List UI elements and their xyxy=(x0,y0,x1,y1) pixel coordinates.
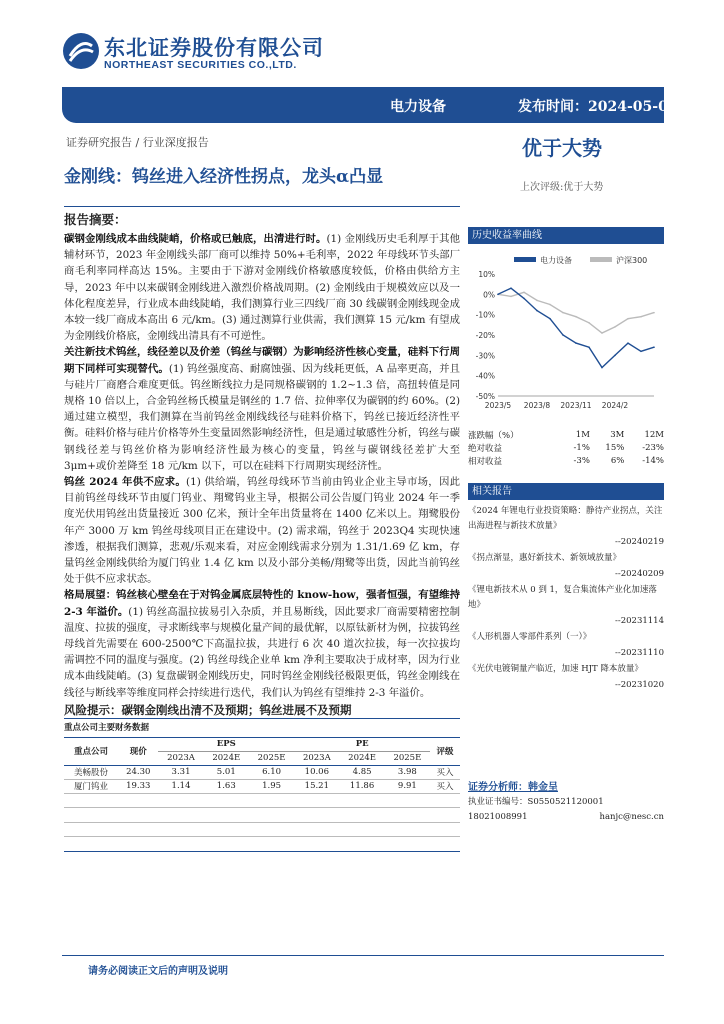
table-row xyxy=(64,765,460,779)
perf-header: 12M xyxy=(644,429,664,440)
y-tick-label: 10% xyxy=(478,270,495,279)
perf-row xyxy=(468,454,664,467)
chart-heading: 历史收益率曲线 xyxy=(468,227,664,244)
col-year: 2025E xyxy=(393,753,422,764)
col-year: 2025E xyxy=(257,753,286,764)
performance-chart xyxy=(468,244,664,422)
brand-name-en: NORTHEAST SECURITIES CO.,LTD. xyxy=(104,59,297,71)
perf-header: 涨跌幅（%） xyxy=(468,430,519,441)
abstract-paragraph xyxy=(64,231,460,344)
company-logo-icon xyxy=(62,32,100,70)
abstract-paragraph xyxy=(64,474,460,587)
report-date: --20231020 xyxy=(614,680,664,690)
col-eps: EPS xyxy=(158,737,294,751)
related-reports xyxy=(468,483,664,690)
report-link[interactable]: 《拐点渐显，惠好新技术、新领域放量》 xyxy=(468,553,622,563)
col-year: 2023A xyxy=(167,753,195,764)
data-point xyxy=(510,287,512,289)
col-company: 重点公司 xyxy=(64,737,118,765)
legend-label: 电力设备 xyxy=(540,256,572,265)
perf-header: 3M xyxy=(610,429,625,440)
cell-pe: 3.98 xyxy=(385,765,430,779)
data-point xyxy=(614,355,616,357)
cell-pe: 15.21 xyxy=(294,779,339,793)
report-link[interactable]: 《人形机器人零部件系列（一）》 xyxy=(468,632,592,642)
publish-date: 发布时间：2024-05-09 xyxy=(518,99,678,115)
sidebar xyxy=(468,227,664,690)
paragraph-lead: 钨丝 2024 年供不应求。 xyxy=(64,476,187,489)
data-point xyxy=(601,367,603,369)
data-point xyxy=(653,346,655,348)
cell-price: 19.33 xyxy=(118,779,158,793)
cell-eps: 5.01 xyxy=(204,765,249,779)
col-year: 2023A xyxy=(302,753,331,764)
cell-rating: 买入 xyxy=(430,779,460,793)
cell-eps: 3.31 xyxy=(158,765,203,779)
paragraph-lead: 格局展望：钨丝核心壁垒在于对钨金属底层特性的 know-how，强者恒强，有望维持 2-3 年溢价。 xyxy=(64,589,460,618)
footer-divider xyxy=(62,955,664,956)
paragraph-lead: 碳钢金刚线成本曲线陡峭，价格或已触底，出清进行时。 xyxy=(64,233,327,245)
data-point xyxy=(575,316,577,318)
report-link[interactable]: 《光伏电镀铜量产临近，加速 HJT 降本放量》 xyxy=(468,664,643,674)
table-row xyxy=(64,808,460,823)
data-point xyxy=(575,342,577,344)
y-tick-label: -20% xyxy=(475,331,495,340)
cell-eps: 1.95 xyxy=(249,779,294,793)
data-point xyxy=(588,346,590,348)
paragraph-body: (1) 供给端，钨丝母线环节当前由钨业企业主导市场，因此目前钨丝母线环节由厦门钨业、翔鹭钨业主导，根据公司公告厦门钨业 2024 年一季度光伏用钨丝出货量接近 300 亿米，预计全年出货量将在 1400 亿米以上。翔鹭股份年产 3000 万 km 钨丝母线项目正在建设中。(2) 需求端，钨丝于 2023Q4 实现快速渗透，根据我们测算，悲观/乐观来看，对应金刚线需求分别为 1.31/1.69 亿 km，存量钨丝金刚线供给为厦门钨业 1.4 亿 km 以及小部分美畅/翔鹭等出货，因此当前钨丝处于供不应求状态。 xyxy=(64,476,460,586)
col-pe: PE xyxy=(294,737,430,751)
data-point xyxy=(523,298,525,300)
data-point xyxy=(640,316,642,318)
data-point xyxy=(549,304,551,306)
report-link[interactable]: 《2024 年锂电行业投资策略：静待产业拐点，关注出海进程与新技术放量》 xyxy=(468,506,663,531)
cell-eps: 1.14 xyxy=(158,779,203,793)
data-point xyxy=(627,342,629,344)
series-line-benchmark xyxy=(498,292,654,333)
analyst-email[interactable]: hanjc@nesc.cn xyxy=(599,812,664,822)
x-tick-label: 2023/5 xyxy=(484,401,512,410)
col-year: 2024E xyxy=(212,753,241,764)
col-rating: 评级 xyxy=(430,737,460,765)
analyst-block xyxy=(468,780,664,825)
data-point xyxy=(601,332,603,334)
data-point xyxy=(497,294,499,296)
perf-value: -3% xyxy=(573,455,590,466)
data-point xyxy=(510,296,512,298)
y-tick-label: 0% xyxy=(483,290,495,300)
abstract-paragraph xyxy=(64,587,460,700)
legend-swatch xyxy=(514,257,536,262)
paragraph-body: (1) 金刚线历史毛利厚于其他辅材环节，2023 年金刚线头部厂商可以维持 50%+毛利率，2022 年母线环节头部厂商毛利率同样高达 15%。主要由于下游对金刚线价格敏感度较低，价格由供给方主导，2023 年中以来碳钢金刚线进入激烈价格战周期。(2) 金刚线由于规模效应以及一体化程度差异，行业成本曲线陡峭，我们测算行业三四线厂商 30 线碳钢金刚线现金成本较一线厂商成本高出 6 元/km。(3) 通过测算行业供需，我们测算 15 元/km 有望成为金刚线价格底，金刚线出清具有不可逆性。 xyxy=(64,233,460,343)
paragraph-lead: 关注新技术钨丝，线径差以及价差（钨丝与碳钢）为影响经济性核心变量，硅料下行周期下同样可实现替代。 xyxy=(64,346,460,375)
data-point xyxy=(588,322,590,324)
data-point xyxy=(536,310,538,312)
x-tick-label: 2023/8 xyxy=(523,401,551,410)
cell-pe: 10.06 xyxy=(294,765,339,779)
abstract-heading: 报告摘要： xyxy=(64,212,127,227)
report-link[interactable]: 《锂电新技术从 0 到 1，复合集流体产业化加速落地》 xyxy=(468,585,657,610)
financials-table xyxy=(64,737,460,852)
x-tick-label: 2023/11 xyxy=(560,401,592,410)
data-point xyxy=(549,318,551,320)
perf-row xyxy=(468,441,664,454)
y-tick-label: -50% xyxy=(475,392,495,401)
perf-label: 绝对收益 xyxy=(468,443,503,454)
perf-value: -14% xyxy=(642,455,664,466)
perf-label: 相对收益 xyxy=(468,456,503,467)
legend-label: 沪深300 xyxy=(616,256,648,265)
y-tick-label: -40% xyxy=(475,371,495,381)
perf-value: -23% xyxy=(642,442,664,453)
table-row xyxy=(64,793,460,808)
report-date: --20231114 xyxy=(614,616,664,626)
data-point xyxy=(614,326,616,328)
data-point xyxy=(523,292,525,294)
divider xyxy=(64,718,460,719)
perf-header-row xyxy=(468,428,664,441)
brand-name-cn: 东北证券股份有限公司 xyxy=(104,36,324,60)
data-point xyxy=(640,350,642,352)
cell-pe: 9.91 xyxy=(385,779,430,793)
report-date: --20240209 xyxy=(614,569,664,579)
col-price: 现价 xyxy=(118,737,158,765)
analyst-license: 执业证书编号：S0550521120001 xyxy=(468,797,604,807)
report-title: 金刚线：钨丝进入经济性拐点，龙头α凸显 xyxy=(64,167,384,187)
table-row xyxy=(64,822,460,837)
related-heading: 相关报告 xyxy=(468,483,664,500)
data-point xyxy=(627,318,629,320)
perf-header: 1M xyxy=(575,429,590,440)
paragraph-body: (1) 钨丝高温拉拔易引入杂质，并且易断线，因此要求厂商需要精密控制温度、拉拔的强度，寻求断线率与规模化量产间的最优解，以原钛新材为例，拉拔钨丝母线首先需要在 600-2500℃下高温拉拔，共进行 6 次 40 道次拉拔，每一次拉拔均需调控不同的温度与强度。(2) 钨丝母线企业单 km 净利主要取决于成材率，因为行业成本曲线陡峭。(3) 复盘碳钢金刚线历史，同时钨丝金刚线径极限更低，钨丝金刚线在线径与断线率等维度同样会持续进行迭代，我们认为钨丝有望维持 2-3 年溢价。 xyxy=(64,605,460,699)
series-line-sector xyxy=(498,288,654,367)
chart-svg xyxy=(468,244,664,422)
cell-company: 美畅股份 xyxy=(64,765,118,779)
y-tick-label: -30% xyxy=(475,351,495,361)
rating-badge: 优于大势 xyxy=(522,136,602,160)
report-date: --20240219 xyxy=(614,537,664,547)
footer-disclaimer: 请务必阅读正文后的声明及说明 xyxy=(88,966,228,977)
cell-company: 厦门钨业 xyxy=(64,779,118,793)
table-row xyxy=(64,837,460,852)
legend-swatch xyxy=(590,257,612,262)
perf-value: 15% xyxy=(605,442,625,453)
y-tick-label: -10% xyxy=(475,310,495,320)
financials-caption: 重点公司主要财务数据 xyxy=(64,722,150,733)
performance-table xyxy=(468,428,664,467)
cell-eps: 1.63 xyxy=(204,779,249,793)
analyst-phone: 18021008991 xyxy=(468,812,528,822)
table-row xyxy=(64,779,460,793)
data-point xyxy=(653,312,655,314)
sector-label: 电力设备 xyxy=(390,99,446,115)
x-tick-label: 2024/2 xyxy=(601,401,629,410)
divider xyxy=(64,206,460,207)
risk-warning: 风险提示：碳钢金刚线出清不及预期；钨丝进展不及预期 xyxy=(64,702,352,717)
breadcrumb: 证券研究报告 / 行业深度报告 xyxy=(66,136,209,149)
report-date: --20231110 xyxy=(614,648,664,658)
col-year: 2024E xyxy=(348,753,376,764)
last-rating: 上次评级:优于大势 xyxy=(520,182,604,193)
data-point xyxy=(562,334,564,336)
abstract-section xyxy=(64,206,460,852)
cell-pe: 11.86 xyxy=(339,779,384,793)
data-point xyxy=(562,312,564,314)
cell-rating: 买入 xyxy=(430,765,460,779)
perf-value: 6% xyxy=(610,455,625,466)
perf-value: -1% xyxy=(573,442,590,453)
cell-eps: 6.10 xyxy=(249,765,294,779)
cell-price: 24.30 xyxy=(118,765,158,779)
abstract-paragraph xyxy=(64,344,460,474)
paragraph-body: (1) 钨丝强度高、耐腐蚀强、因为线耗更低，A 品率更高，并且与硅片厂商磨合难度更低。钨丝断线拉力是同规格碳钢的 1.2~1.3 倍，高扭转值是同规格 10 倍以上，合金钨丝杨氏模量是钢丝的 1.7 倍、拉伸率仅为碳钢的约 60%。(2) 通过建立模型，我们测算在当前钨丝金刚线线径与硅料价格下，钨丝已接近经济性平衡。硅料价格与硅片价格等外生变量固然影响经济性，但是通过敏感性分析，钨丝与碳钢线径差与钨丝价格为影响经济性最为核心的变量，钨丝与碳钢线径差扩大至 3μm+或价差降至 18 元/km 以下，可以在硅料下行周期实现经济性。 xyxy=(64,362,461,472)
analyst-name: 证券分析师：韩金呈 xyxy=(468,782,558,793)
data-point xyxy=(536,300,538,302)
cell-pe: 4.85 xyxy=(339,765,384,779)
